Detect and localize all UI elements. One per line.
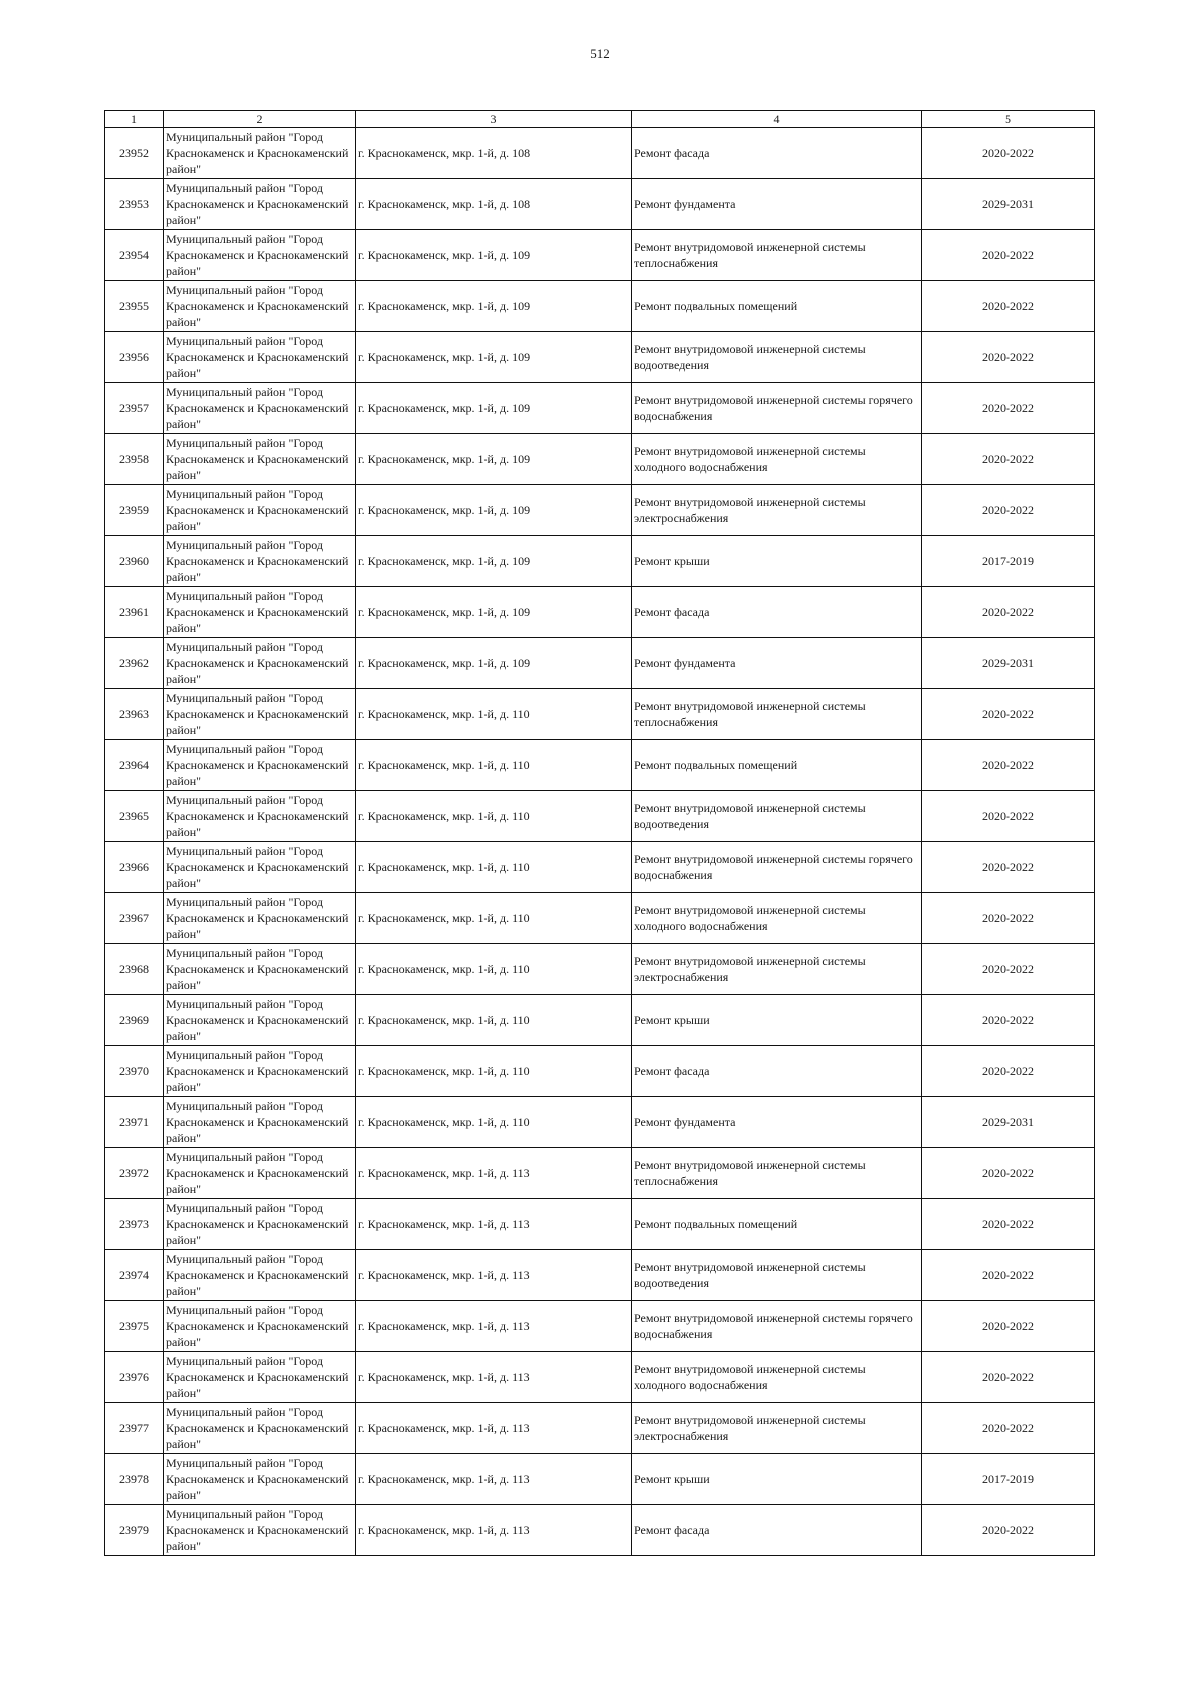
row-number-cell: 23962 — [105, 638, 164, 689]
municipality-cell: Муниципальный район "Город Краснокаменск и Краснокаменский район" — [164, 791, 356, 842]
column-header-2: 2 — [164, 111, 356, 128]
table-row — [105, 1403, 1095, 1454]
work-type-cell: Ремонт внутридомовой инженерной системы горячего водоснабжения — [632, 383, 922, 434]
table-row — [105, 1352, 1095, 1403]
work-type-cell: Ремонт фасада — [632, 587, 922, 638]
table-row — [105, 1454, 1095, 1505]
work-type-cell: Ремонт внутридомовой инженерной системы теплоснабжения — [632, 230, 922, 281]
work-type-cell: Ремонт фундамента — [632, 179, 922, 230]
municipality-cell: Муниципальный район "Город Краснокаменск и Краснокаменский район" — [164, 179, 356, 230]
municipality-cell: Муниципальный район "Город Краснокаменск и Краснокаменский район" — [164, 383, 356, 434]
period-cell: 2020-2022 — [922, 689, 1095, 740]
address-cell: г. Краснокаменск, мкр. 1-й, д. 110 — [356, 944, 632, 995]
table-row — [105, 1046, 1095, 1097]
address-cell: г. Краснокаменск, мкр. 1-й, д. 110 — [356, 842, 632, 893]
municipality-cell: Муниципальный район "Город Краснокаменск и Краснокаменский район" — [164, 281, 356, 332]
period-cell: 2020-2022 — [922, 1403, 1095, 1454]
row-number-cell: 23972 — [105, 1148, 164, 1199]
municipality-cell: Муниципальный район "Город Краснокаменск и Краснокаменский район" — [164, 689, 356, 740]
work-type-cell: Ремонт внутридомовой инженерной системы холодного водоснабжения — [632, 1352, 922, 1403]
work-type-cell: Ремонт внутридомовой инженерной системы теплоснабжения — [632, 689, 922, 740]
row-number-cell: 23958 — [105, 434, 164, 485]
row-number-cell: 23953 — [105, 179, 164, 230]
work-type-cell: Ремонт внутридомовой инженерной системы электроснабжения — [632, 485, 922, 536]
municipality-cell: Муниципальный район "Город Краснокаменск и Краснокаменский район" — [164, 128, 356, 179]
municipality-cell: Муниципальный район "Город Краснокаменск и Краснокаменский район" — [164, 1403, 356, 1454]
table-row — [105, 842, 1095, 893]
table-row — [105, 689, 1095, 740]
period-cell: 2020-2022 — [922, 995, 1095, 1046]
period-cell: 2020-2022 — [922, 485, 1095, 536]
period-cell: 2020-2022 — [922, 740, 1095, 791]
municipality-cell: Муниципальный район "Город Краснокаменск и Краснокаменский район" — [164, 1046, 356, 1097]
period-cell: 2020-2022 — [922, 434, 1095, 485]
row-number-cell: 23959 — [105, 485, 164, 536]
address-cell: г. Краснокаменск, мкр. 1-й, д. 113 — [356, 1352, 632, 1403]
municipality-cell: Муниципальный район "Город Краснокаменск и Краснокаменский район" — [164, 638, 356, 689]
municipality-cell: Муниципальный район "Город Краснокаменск и Краснокаменский район" — [164, 1097, 356, 1148]
municipality-cell: Муниципальный район "Город Краснокаменск и Краснокаменский район" — [164, 587, 356, 638]
period-cell: 2029-2031 — [922, 179, 1095, 230]
row-number-cell: 23952 — [105, 128, 164, 179]
row-number-cell: 23965 — [105, 791, 164, 842]
row-number-cell: 23975 — [105, 1301, 164, 1352]
period-cell: 2017-2019 — [922, 1454, 1095, 1505]
page-number: 512 — [590, 46, 610, 61]
period-cell: 2017-2019 — [922, 536, 1095, 587]
column-header-5: 5 — [922, 111, 1095, 128]
address-cell: г. Краснокаменск, мкр. 1-й, д. 110 — [356, 689, 632, 740]
work-type-cell: Ремонт крыши — [632, 995, 922, 1046]
work-type-cell: Ремонт внутридомовой инженерной системы холодного водоснабжения — [632, 893, 922, 944]
row-number-cell: 23964 — [105, 740, 164, 791]
row-number-cell: 23967 — [105, 893, 164, 944]
table-row — [105, 638, 1095, 689]
row-number-cell: 23963 — [105, 689, 164, 740]
work-type-cell: Ремонт фасада — [632, 1505, 922, 1556]
row-number-cell: 23974 — [105, 1250, 164, 1301]
address-cell: г. Краснокаменск, мкр. 1-й, д. 110 — [356, 995, 632, 1046]
work-type-cell: Ремонт внутридомовой инженерной системы водоотведения — [632, 332, 922, 383]
address-cell: г. Краснокаменск, мкр. 1-й, д. 110 — [356, 1046, 632, 1097]
period-cell: 2029-2031 — [922, 1097, 1095, 1148]
table-row — [105, 995, 1095, 1046]
municipality-cell: Муниципальный район "Город Краснокаменск и Краснокаменский район" — [164, 1148, 356, 1199]
table-row — [105, 1301, 1095, 1352]
address-cell: г. Краснокаменск, мкр. 1-й, д. 113 — [356, 1250, 632, 1301]
address-cell: г. Краснокаменск, мкр. 1-й, д. 109 — [356, 281, 632, 332]
row-number-cell: 23973 — [105, 1199, 164, 1250]
period-cell: 2020-2022 — [922, 791, 1095, 842]
row-number-cell: 23961 — [105, 587, 164, 638]
row-number-cell: 23976 — [105, 1352, 164, 1403]
column-header-4: 4 — [632, 111, 922, 128]
work-type-cell: Ремонт крыши — [632, 536, 922, 587]
address-cell: г. Краснокаменск, мкр. 1-й, д. 113 — [356, 1403, 632, 1454]
address-cell: г. Краснокаменск, мкр. 1-й, д. 110 — [356, 791, 632, 842]
row-number-cell: 23979 — [105, 1505, 164, 1556]
row-number-cell: 23955 — [105, 281, 164, 332]
municipality-cell: Муниципальный район "Город Краснокаменск и Краснокаменский район" — [164, 944, 356, 995]
address-cell: г. Краснокаменск, мкр. 1-й, д. 113 — [356, 1199, 632, 1250]
address-cell: г. Краснокаменск, мкр. 1-й, д. 109 — [356, 332, 632, 383]
period-cell: 2020-2022 — [922, 1505, 1095, 1556]
municipality-cell: Муниципальный район "Город Краснокаменск и Краснокаменский район" — [164, 434, 356, 485]
municipality-cell: Муниципальный район "Город Краснокаменск и Краснокаменский район" — [164, 995, 356, 1046]
address-cell: г. Краснокаменск, мкр. 1-й, д. 109 — [356, 536, 632, 587]
address-cell: г. Краснокаменск, мкр. 1-й, д. 109 — [356, 383, 632, 434]
table-row — [105, 791, 1095, 842]
address-cell: г. Краснокаменск, мкр. 1-й, д. 113 — [356, 1454, 632, 1505]
period-cell: 2020-2022 — [922, 587, 1095, 638]
municipality-cell: Муниципальный район "Город Краснокаменск и Краснокаменский район" — [164, 1250, 356, 1301]
table-row — [105, 1097, 1095, 1148]
row-number-cell: 23957 — [105, 383, 164, 434]
period-cell: 2029-2031 — [922, 638, 1095, 689]
period-cell: 2020-2022 — [922, 332, 1095, 383]
table-header — [105, 111, 1095, 128]
work-type-cell: Ремонт внутридомовой инженерной системы горячего водоснабжения — [632, 1301, 922, 1352]
column-header-3: 3 — [356, 111, 632, 128]
table-row — [105, 587, 1095, 638]
period-cell: 2020-2022 — [922, 1250, 1095, 1301]
address-cell: г. Краснокаменск, мкр. 1-й, д. 110 — [356, 1097, 632, 1148]
period-cell: 2020-2022 — [922, 1352, 1095, 1403]
municipality-cell: Муниципальный район "Город Краснокаменск и Краснокаменский район" — [164, 842, 356, 893]
header-row — [105, 111, 1095, 128]
municipality-cell: Муниципальный район "Город Краснокаменск и Краснокаменский район" — [164, 1454, 356, 1505]
municipality-cell: Муниципальный район "Город Краснокаменск и Краснокаменский район" — [164, 536, 356, 587]
municipality-cell: Муниципальный район "Город Краснокаменск и Краснокаменский район" — [164, 893, 356, 944]
work-type-cell: Ремонт внутридомовой инженерной системы электроснабжения — [632, 944, 922, 995]
table-body — [105, 128, 1095, 1556]
row-number-cell: 23960 — [105, 536, 164, 587]
period-cell: 2020-2022 — [922, 893, 1095, 944]
period-cell: 2020-2022 — [922, 383, 1095, 434]
municipality-cell: Муниципальный район "Город Краснокаменск и Краснокаменский район" — [164, 230, 356, 281]
period-cell: 2020-2022 — [922, 281, 1095, 332]
work-type-cell: Ремонт внутридомовой инженерной системы холодного водоснабжения — [632, 434, 922, 485]
work-type-cell: Ремонт фундамента — [632, 1097, 922, 1148]
period-cell: 2020-2022 — [922, 842, 1095, 893]
municipality-cell: Муниципальный район "Город Краснокаменск и Краснокаменский район" — [164, 1505, 356, 1556]
address-cell: г. Краснокаменск, мкр. 1-й, д. 113 — [356, 1301, 632, 1352]
period-cell: 2020-2022 — [922, 1301, 1095, 1352]
table-row — [105, 1148, 1095, 1199]
table-row — [105, 893, 1095, 944]
address-cell: г. Краснокаменск, мкр. 1-й, д. 109 — [356, 587, 632, 638]
table-row — [105, 485, 1095, 536]
row-number-cell: 23954 — [105, 230, 164, 281]
period-cell: 2020-2022 — [922, 944, 1095, 995]
municipality-cell: Муниципальный район "Город Краснокаменск и Краснокаменский район" — [164, 740, 356, 791]
table-row — [105, 1199, 1095, 1250]
table-row — [105, 944, 1095, 995]
table-row — [105, 536, 1095, 587]
municipality-cell: Муниципальный район "Город Краснокаменск и Краснокаменский район" — [164, 332, 356, 383]
period-cell: 2020-2022 — [922, 1046, 1095, 1097]
work-type-cell: Ремонт внутридомовой инженерной системы электроснабжения — [632, 1403, 922, 1454]
municipality-cell: Муниципальный район "Город Краснокаменск и Краснокаменский район" — [164, 1199, 356, 1250]
municipality-cell: Муниципальный район "Город Краснокаменск и Краснокаменский район" — [164, 485, 356, 536]
row-number-cell: 23968 — [105, 944, 164, 995]
address-cell: г. Краснокаменск, мкр. 1-й, д. 110 — [356, 740, 632, 791]
table-row — [105, 179, 1095, 230]
column-header-1: 1 — [105, 111, 164, 128]
table-row — [105, 230, 1095, 281]
work-type-cell: Ремонт подвальных помещений — [632, 1199, 922, 1250]
table-row — [105, 1505, 1095, 1556]
repair-schedule-table — [104, 110, 1095, 1556]
work-type-cell: Ремонт подвальных помещений — [632, 740, 922, 791]
address-cell: г. Краснокаменск, мкр. 1-й, д. 109 — [356, 434, 632, 485]
work-type-cell: Ремонт внутридомовой инженерной системы теплоснабжения — [632, 1148, 922, 1199]
municipality-cell: Муниципальный район "Город Краснокаменск и Краснокаменский район" — [164, 1352, 356, 1403]
row-number-cell: 23956 — [105, 332, 164, 383]
municipality-cell: Муниципальный район "Город Краснокаменск и Краснокаменский район" — [164, 1301, 356, 1352]
table-row — [105, 383, 1095, 434]
row-number-cell: 23969 — [105, 995, 164, 1046]
period-cell: 2020-2022 — [922, 1199, 1095, 1250]
row-number-cell: 23966 — [105, 842, 164, 893]
work-type-cell: Ремонт внутридомовой инженерной системы водоотведения — [632, 791, 922, 842]
table-row — [105, 1250, 1095, 1301]
work-type-cell: Ремонт крыши — [632, 1454, 922, 1505]
work-type-cell: Ремонт фасада — [632, 128, 922, 179]
address-cell: г. Краснокаменск, мкр. 1-й, д. 110 — [356, 893, 632, 944]
row-number-cell: 23970 — [105, 1046, 164, 1097]
table-row — [105, 434, 1095, 485]
table-row — [105, 281, 1095, 332]
address-cell: г. Краснокаменск, мкр. 1-й, д. 109 — [356, 485, 632, 536]
work-type-cell: Ремонт фасада — [632, 1046, 922, 1097]
table-row — [105, 128, 1095, 179]
address-cell: г. Краснокаменск, мкр. 1-й, д. 113 — [356, 1505, 632, 1556]
work-type-cell: Ремонт подвальных помещений — [632, 281, 922, 332]
address-cell: г. Краснокаменск, мкр. 1-й, д. 109 — [356, 638, 632, 689]
work-type-cell: Ремонт фундамента — [632, 638, 922, 689]
period-cell: 2020-2022 — [922, 230, 1095, 281]
table-row — [105, 332, 1095, 383]
period-cell: 2020-2022 — [922, 1148, 1095, 1199]
row-number-cell: 23971 — [105, 1097, 164, 1148]
address-cell: г. Краснокаменск, мкр. 1-й, д. 108 — [356, 128, 632, 179]
address-cell: г. Краснокаменск, мкр. 1-й, д. 109 — [356, 230, 632, 281]
work-type-cell: Ремонт внутридомовой инженерной системы водоотведения — [632, 1250, 922, 1301]
row-number-cell: 23978 — [105, 1454, 164, 1505]
row-number-cell: 23977 — [105, 1403, 164, 1454]
work-type-cell: Ремонт внутридомовой инженерной системы горячего водоснабжения — [632, 842, 922, 893]
address-cell: г. Краснокаменск, мкр. 1-й, д. 108 — [356, 179, 632, 230]
table-row — [105, 740, 1095, 791]
period-cell: 2020-2022 — [922, 128, 1095, 179]
address-cell: г. Краснокаменск, мкр. 1-й, д. 113 — [356, 1148, 632, 1199]
